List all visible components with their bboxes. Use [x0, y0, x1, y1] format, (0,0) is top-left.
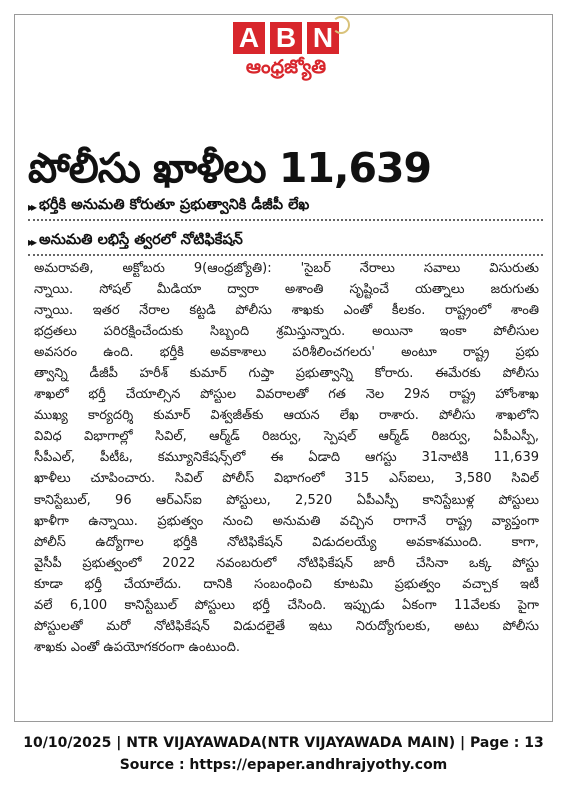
body-line: కూడా భర్తీ చేయాలేదు. దానికి సంబంధించి కూటమి ప్రభుత్వం వచ్చాక ఇటీ	[34, 576, 539, 592]
body-line: వివిధ విభాగాల్లో సివిల్, ఆర్మ్‌డ్ రిజర్వు, స్పెషల్ ఆర్మ్‌డ్ రిజర్వు, ఏపీఎస్పీ,	[34, 429, 539, 445]
abn-logo	[226, 22, 346, 88]
headline: పోలీసు ఖాళీలు 11,639	[28, 144, 432, 192]
body-line: అమరావతి, అక్టోబరు 9(ఆంధ్రజ్యోతి): 'సైబర్ నేరాలు సవాలు విసురుతు	[34, 261, 539, 276]
logo-letter-n: N	[307, 22, 339, 54]
body-line: ఖాళీగా ఉన్నాయి. ప్రభుత్వం నుంచి అనుమతి వచ్చిన రాగానే రాష్ట్ర వ్యాప్తంగా	[34, 513, 539, 529]
body-line: ముఖ్య కార్యదర్శి కుమార్ విశ్వజీత్‌కు ఆయన లేఖ రాశారు. పోలీసు శాఖలోని	[34, 408, 539, 424]
body-line: వైసీపీ ప్రభుత్వంలో 2022 నవంబరులో నోటిఫికేషన్ జారీ చేసినా ఒక్క పోస్టు	[34, 555, 539, 571]
body-line: న్నాయి. ఇతర నేరాల కట్టడి పోలీసు శాఖకు ఎంతో కీలకం. రాష్ట్రంలో శాంతి	[34, 303, 539, 319]
body-line: భద్రతలు పరిరక్షించేందుకు సిబ్బంది శ్రమిస్తున్నారు. అయినా ఇంకా పోలీసుల	[34, 324, 539, 340]
logo-letter-a: A	[233, 22, 265, 54]
footer-date-edition: 10/10/2025 | NTR VIJAYAWADA(NTR VIJAYAWADA MAIN) | Page : 13	[23, 735, 544, 751]
body-line: న్నాయి. సోషల్ మీడియా ద్వారా అశాంతి సృష్టించే యత్నాలు జరుగుతు	[34, 282, 539, 298]
logo-letter-b: B	[270, 22, 302, 54]
logo-script: ఆంధ్రజ్యోతి	[245, 56, 327, 78]
double-arrow-icon: ▸▸	[28, 235, 35, 249]
logo-swirl-icon	[332, 16, 350, 34]
body-line: కానిస్టేబుల్, 96 ఆర్ఎస్ఐ పోస్టులు, 2,520 ఏపీఎస్పీ కానిస్టేబుళ్ల పోస్టులు	[34, 492, 539, 508]
article-body	[34, 258, 539, 658]
double-arrow-icon: ▸▸	[28, 200, 35, 214]
dotted-divider	[28, 219, 543, 221]
body-line: శాఖలో భర్తీ చేయాల్సిన పోస్టుల వివరాలతో గత నెల 29న రాష్ట్ర హోంశాఖ	[34, 387, 539, 403]
body-line: త్వాన్ని డీజీపీ హరీశ్ కుమార్ గుప్తా ప్రభుత్వాన్ని కోరారు. ఈమేరకు పోలీసు	[34, 366, 539, 382]
body-line: వలే 6,100 కానిస్టేబుల్ పోస్టులు భర్తీ చేసింది. ఇప్పుడు ఏకంగా 11వేలకు పైగా	[34, 597, 539, 613]
footer-source-link[interactable]: Source : https://epaper.andhrajyothy.com	[119, 757, 448, 773]
subheading	[28, 232, 243, 252]
body-line: అవసరం ఉంది. భర్తీకి అవకాశాలు పరిశీలించగలరు' అంటూ రాష్ట్ర ప్రభు	[34, 345, 539, 361]
subheading	[28, 197, 309, 217]
dotted-divider	[28, 254, 543, 256]
body-line: పోలీస్ ఉద్యోగాల భర్తీకి నోటిఫికేషన్ విడుదలయ్యే అవకాశముంది. కాగా,	[34, 534, 539, 550]
body-line: పోస్టులతో మరో నోటిఫికేషన్ విడుదలైతే ఇటు నిరుద్యోగులకు, అటు పోలీసు	[34, 618, 539, 634]
body-line: శాఖకు ఎంతో ఉపయోగకరంగా ఉంటుంది.	[34, 639, 241, 655]
body-line: సీపీఎల్, పీటీఓ, కమ్యూనికేషన్స్‌లో ఈ ఏడాది ఆగస్టు 31నాటికి 11,639	[34, 450, 539, 466]
subheading-text: భర్తీకి అనుమతి కోరుతూ ప్రభుత్వానికి డీజీపీ లేఖ	[39, 197, 310, 213]
subheading-text: అనుమతి లభిస్తే త్వరలో నోటిఫికేషన్	[39, 232, 243, 248]
body-line: ఖాళీలు చూపించారు. సివిల్ పోలీస్ విభాగంలో 315 ఎస్ఐలు, 3,580 సివిల్	[34, 471, 539, 487]
